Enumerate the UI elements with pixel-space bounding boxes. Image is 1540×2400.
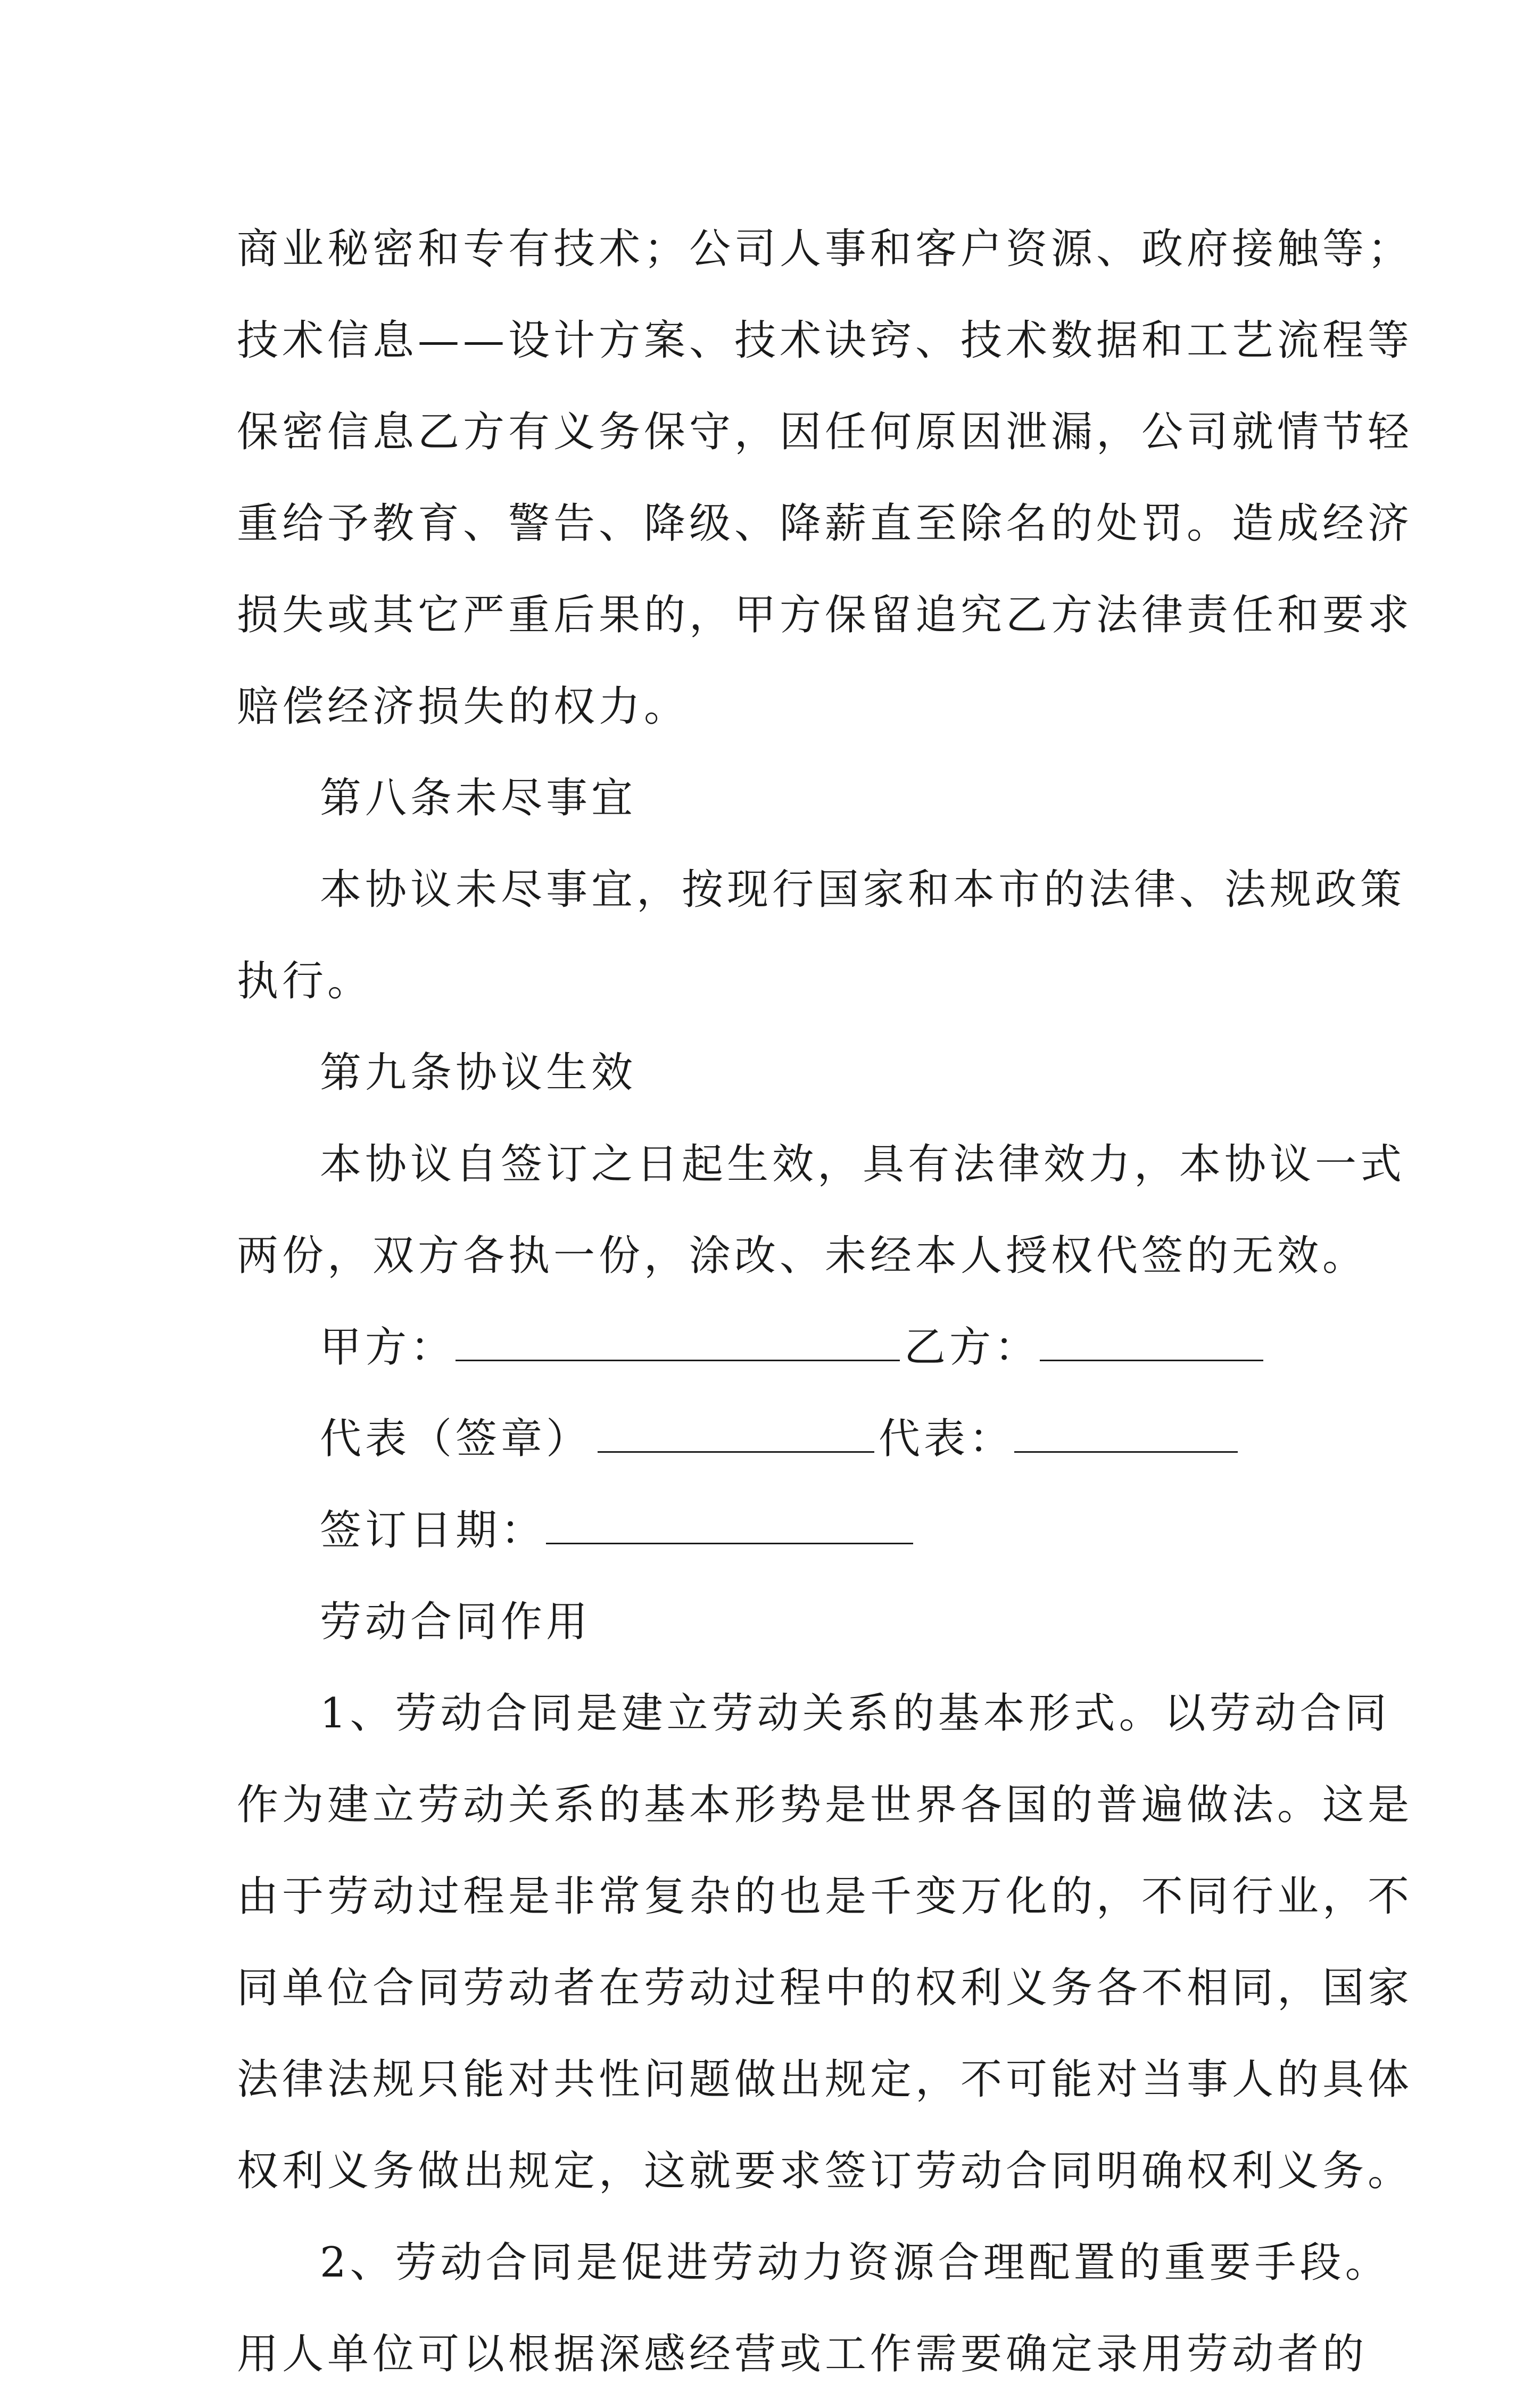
text-line: 本协议自签订之日起生效，具有法律效力，本协议一式 <box>320 1140 1406 1188</box>
party-b-blank[interactable] <box>1040 1328 1263 1361</box>
text-line: 2、劳动合同是促进劳动力资源合理配置的重要手段。 <box>320 2239 1390 2287</box>
signature-line-parties <box>237 1302 1317 1393</box>
signature-line-representatives <box>237 1393 1317 1485</box>
text-line: 由于劳动过程是非常复杂的也是千变万化的，不同行业，不 <box>237 1873 1413 1921</box>
text-line: 商业秘密和专有技术；公司人事和客户资源、政府接触等； <box>237 225 1413 273</box>
text-line: 执行。 <box>237 957 373 1005</box>
rep-a-blank[interactable] <box>598 1419 874 1453</box>
party-a-label: 甲方： <box>320 1323 456 1371</box>
text-line: 保密信息乙方有义务保守，因任何原因泄漏，公司就情节轻 <box>237 408 1413 456</box>
text-line: 用人单位可以根据深感经营或工作需要确定录用劳动者的 <box>237 2330 1368 2378</box>
article-8-title: 第八条未尽事宜 <box>320 774 637 822</box>
text-line: 重给予教育、警告、降级、降薪直至除名的处罚。造成经济 <box>237 500 1413 548</box>
rep-a-label: 代表（签章） <box>320 1415 592 1463</box>
text-line: 损失或其它严重后果的，甲方保留追究乙方法律责任和要求 <box>237 591 1413 639</box>
text-line: 技术信息——设计方案、技术诀窍、技术数据和工艺流程等 <box>237 317 1413 365</box>
date-label: 签订日期： <box>320 1507 547 1554</box>
text-line: 1、劳动合同是建立劳动关系的基本形式。以劳动合同 <box>320 1690 1390 1737</box>
party-a-blank[interactable] <box>456 1328 900 1361</box>
rep-b-label: 代表： <box>879 1415 1015 1463</box>
text-line: 法律法规只能对共性问题做出规定，不可能对当事人的具体 <box>237 2056 1413 2104</box>
document-body <box>237 203 1413 2400</box>
rep-b-blank[interactable] <box>1014 1419 1238 1453</box>
text-line: 本协议未尽事宜，按现行国家和本市的法律、法规政策 <box>320 866 1406 914</box>
text-line: 同单位合同劳动者在劳动过程中的权利义务各不相同，国家 <box>237 1964 1413 2012</box>
text-line: 赔偿经济损失的权力。 <box>237 683 690 731</box>
date-blank[interactable] <box>546 1511 913 1544</box>
text-line: 两份，双方各执一份，涂改、未经本人授权代签的无效。 <box>237 1232 1368 1280</box>
text-line: 权利义务做出规定，这就要求签订劳动合同明确权利义务。 <box>237 2147 1413 2195</box>
article-9-title: 第九条协议生效 <box>320 1049 637 1097</box>
section-title: 劳动合同作用 <box>320 1598 592 1646</box>
signature-line-date <box>237 1485 1317 1576</box>
party-b-label: 乙方： <box>904 1323 1040 1371</box>
text-line: 作为建立劳动关系的基本形势是世界各国的普遍做法。这是 <box>237 1781 1413 1829</box>
